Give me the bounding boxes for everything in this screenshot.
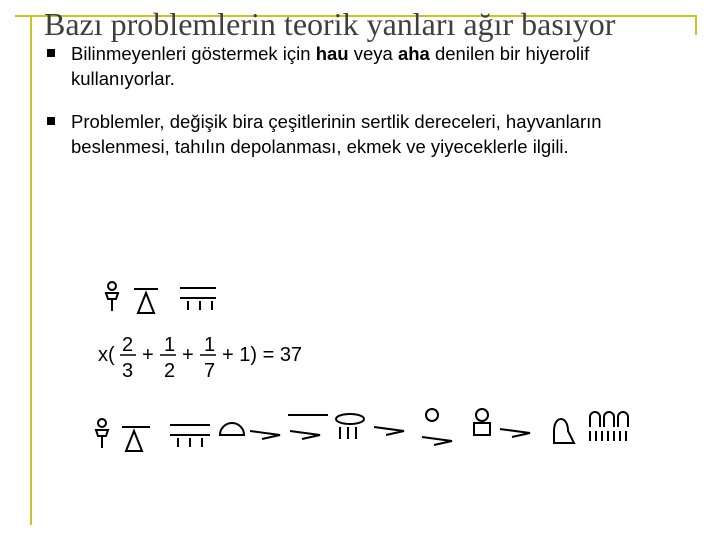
plus-sign-1: + [142, 344, 154, 366]
keyword-hau: hau [315, 43, 349, 64]
bullet-text-1 [71, 41, 691, 91]
fraction-1-denominator: 3 [122, 360, 134, 382]
plus-sign-2: + [182, 344, 194, 366]
fraction-1-numerator: 2 [122, 334, 134, 356]
bullet-1-text-start: Bilinmeyenleri göstermek için [71, 43, 316, 64]
equation-prefix: x( [98, 344, 115, 366]
bullet-1-text-end: denilen bir hiyerolif kullanıyorlar. [71, 43, 590, 89]
hieroglyph-figure [60, 255, 660, 485]
hieroglyph-row-top-icon [106, 282, 216, 313]
slide-frame-right-line [695, 15, 697, 35]
equation [98, 334, 302, 382]
bullet-text-2: Problemler, değişik bira çeşitlerinin sertlik dereceleri, hayvanların beslenmesi, tahılın depolanması, ekmek ve yiyeceklerle ilgili. [71, 111, 602, 157]
keyword-aha: aha [397, 43, 430, 64]
bullet-1-text-middle: veya [348, 43, 398, 64]
fraction-2-numerator: 1 [164, 334, 176, 356]
bullet-marker-icon [47, 49, 55, 57]
equation-rest: + 1) = 37 [222, 344, 303, 366]
hieroglyph-row-bottom-icon [96, 409, 628, 451]
fraction-3-denominator: 7 [204, 360, 216, 382]
slide-title: Bazı problemlerin teorik yanları ağır basıyor [44, 6, 616, 42]
fraction-2-denominator: 2 [164, 360, 176, 382]
fraction-3-numerator: 1 [204, 334, 216, 356]
hieroglyph-illustration [60, 255, 660, 485]
slide-frame-left-line [30, 15, 32, 525]
bullet-marker-icon [47, 117, 55, 125]
